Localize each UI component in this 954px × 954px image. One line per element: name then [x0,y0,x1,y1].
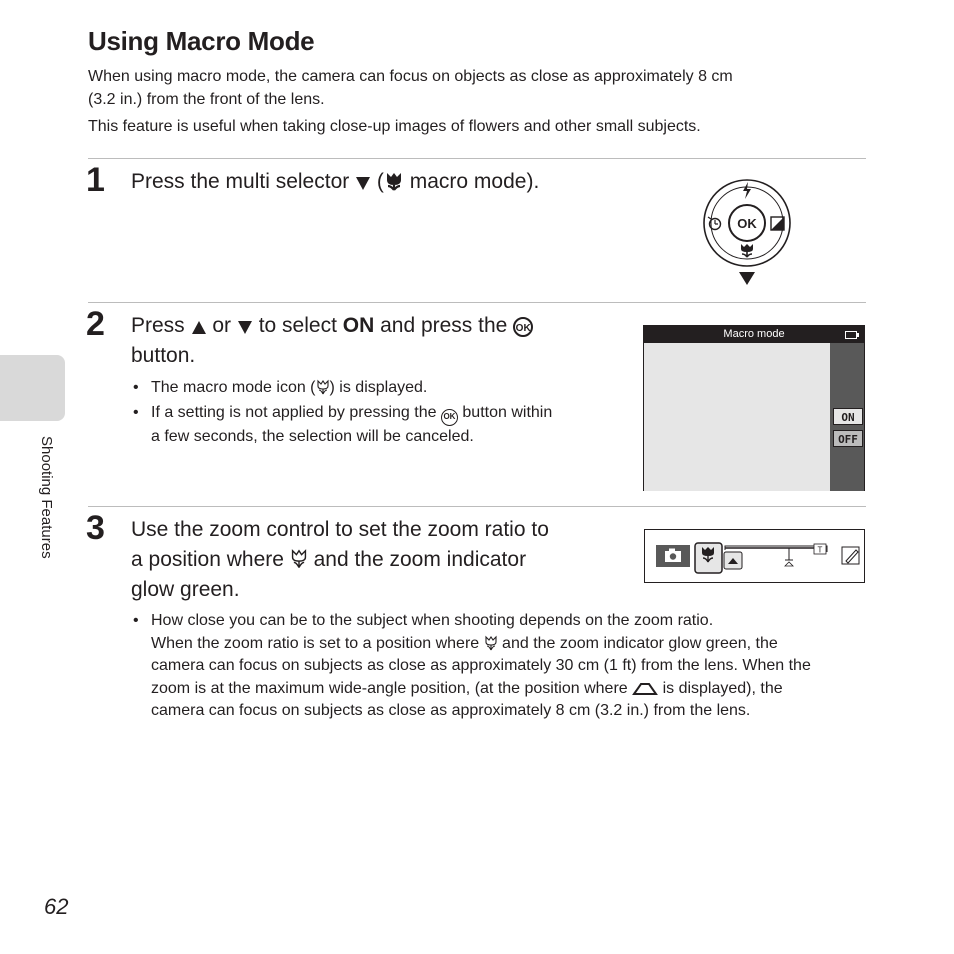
down-arrow-indicator [739,272,755,285]
macro-tulip-icon [484,635,498,651]
screen-header: Macro mode [644,326,864,343]
zoom-indicator-display [644,529,865,583]
step-2-bullets [131,377,611,448]
down-triangle-icon [355,175,371,191]
macro-tulip-icon [384,171,404,191]
zoom-indicator-graphic [645,530,864,582]
divider [88,506,866,507]
up-triangle-icon [191,319,207,335]
macro-tulip-icon [316,379,330,395]
battery-icon [845,331,857,339]
step-1-number: 1 [86,161,105,199]
tele-label: T [817,545,823,555]
down-triangle-icon [237,319,253,335]
on-setting-label: ON [342,314,375,337]
step-3-number: 3 [86,509,105,547]
ok-button-icon: OK [441,409,458,426]
divider [88,302,866,303]
step-2-number: 2 [86,305,105,343]
dial-ok-label: OK [737,216,757,231]
multi-selector-dial [700,178,794,288]
step-3-text: Use the zoom control to set the zoom ratio to a position where and the zoom indicator glow green. [131,518,549,601]
page-number: 62 [44,894,69,919]
step-3-bullets [131,610,866,723]
option-off[interactable]: OFF [833,430,863,447]
list-item: • The macro mode icon ( ) is displayed. [131,377,611,400]
intro-line-1: When using macro mode, the camera can focus on objects as close as approximately 8 cm [88,68,733,85]
list-item: • How close you can be to the subject when shooting depends on the zoom ratio. When the zoom ratio is set to a position where and the zoom indicator glow green, the camera can focus on subjects as close as approximately 30 cm (1 ft) from the lens. When the zoom is at the maximum wide-angle position, (at the position where is displayed), the camera can focus on subjects as close as approximately 8 cm (3.2 in.) from the lens. [131,610,866,723]
intro-line-3: This feature is useful when taking close-up images of flowers and other small subjects. [88,118,701,135]
option-panel [830,343,864,491]
screen-preview-area [644,343,830,491]
camera-screen [643,325,865,491]
wide-angle-icon [632,680,658,696]
list-item: • If a setting is not applied by pressing the OK button within a few seconds, the selection will be canceled. [131,402,611,449]
option-on[interactable]: ON [833,408,863,425]
section-label: Shooting Features [38,436,55,559]
intro-line-2: (3.2 in.) from the front of the lens. [88,91,325,108]
macro-tulip-icon [290,548,308,569]
ok-button-icon: OK [513,317,533,337]
edit-icon [842,547,859,564]
step-2-text: Press or to select ON and press the OK button. [131,311,601,371]
divider [88,158,866,159]
section-side-tab [0,355,65,421]
page-title: Using Macro Mode [88,26,315,56]
step-1-text: Press the multi selector ( macro mode). [131,170,540,193]
